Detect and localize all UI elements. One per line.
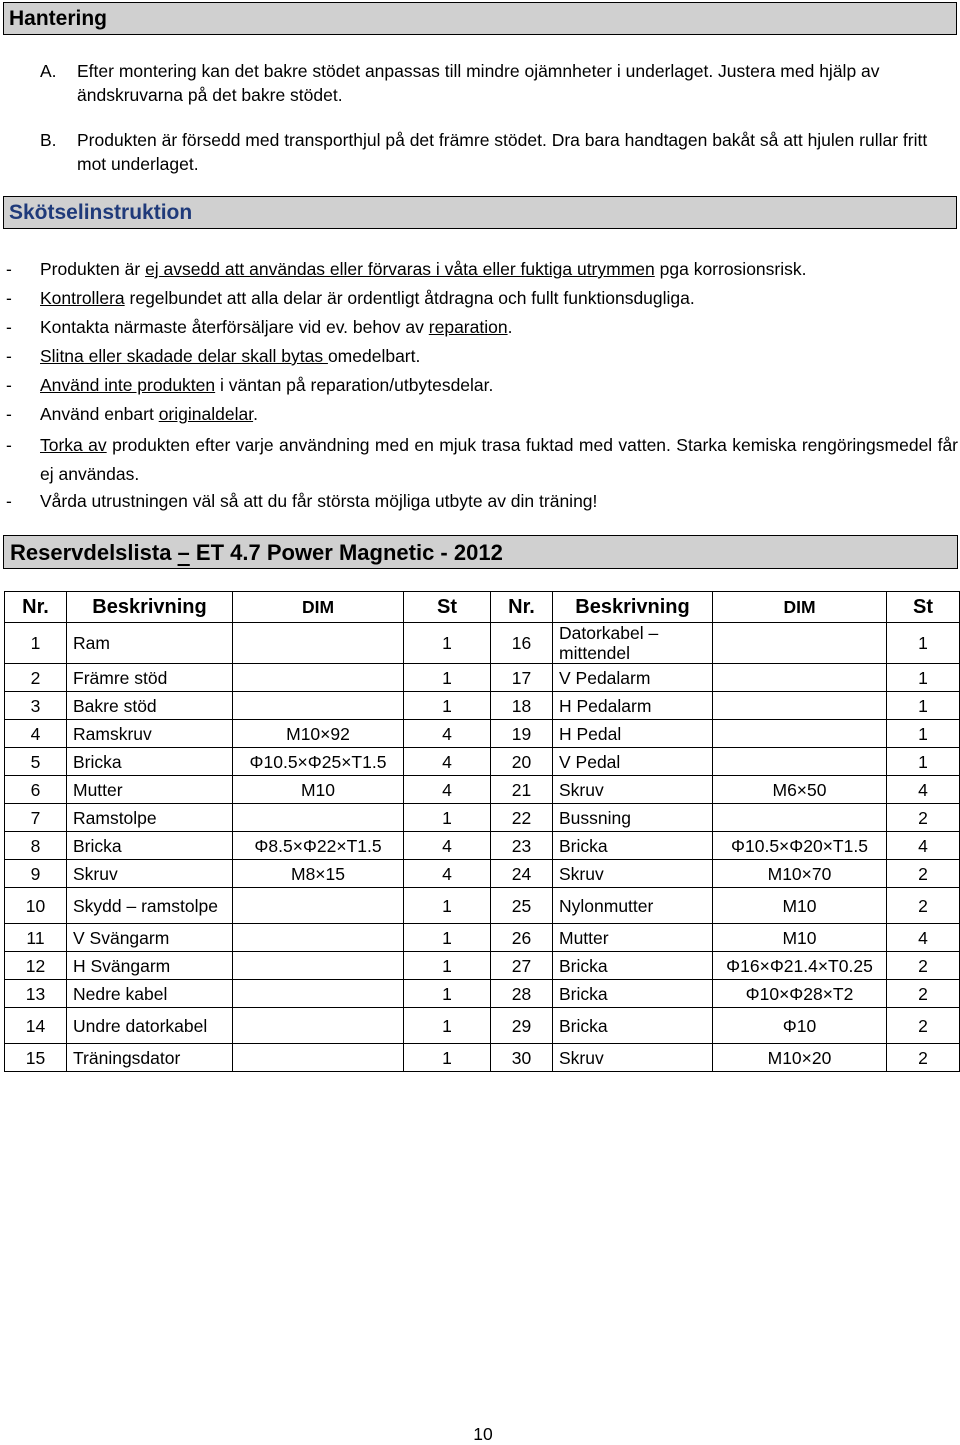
part-dimension: Φ8.5×Φ22×T1.5 xyxy=(233,832,404,860)
care-item-1 xyxy=(6,257,958,282)
table-row xyxy=(5,664,960,692)
text: . xyxy=(507,317,513,337)
part-description: Bussning xyxy=(553,804,713,832)
underlined-text: ej avsedd att användas eller förvaras i våta eller fuktiga utrymmen xyxy=(145,259,655,279)
part-number: 10 xyxy=(5,888,67,924)
text: pga korrosionsrisk. xyxy=(654,259,807,279)
part-number: 6 xyxy=(5,776,67,804)
underlined-text: reparation xyxy=(428,317,508,337)
part-dimension: M10 xyxy=(713,888,887,924)
item-text: Produkten är försedd med transporthjul på det främre stödet. Dra bara handtagen bakåt så att hjulen rullar fritt mot underlaget. xyxy=(77,130,928,174)
part-number: 18 xyxy=(491,692,553,720)
table-row xyxy=(5,692,960,720)
part-description: Skruv xyxy=(67,860,233,888)
table-row xyxy=(5,720,960,748)
part-dimension: M10×20 xyxy=(713,1044,887,1072)
part-description: H Pedal xyxy=(553,720,713,748)
bullet-dash: - xyxy=(6,435,12,455)
table-row xyxy=(5,832,960,860)
text: Produkten är xyxy=(40,259,146,279)
part-quantity: 2 xyxy=(887,860,960,888)
part-quantity: 1 xyxy=(404,888,491,924)
part-dimension xyxy=(713,664,887,692)
part-quantity: 1 xyxy=(404,952,491,980)
part-description: Skruv xyxy=(553,776,713,804)
part-description: H Svängarm xyxy=(67,952,233,980)
part-description: H Pedalarm xyxy=(553,692,713,720)
part-dimension: M8×15 xyxy=(233,860,404,888)
part-dimension xyxy=(233,980,404,1008)
part-quantity: 1 xyxy=(404,804,491,832)
part-quantity: 4 xyxy=(404,832,491,860)
part-number: 24 xyxy=(491,860,553,888)
item-label: A. xyxy=(40,61,57,81)
part-description: Skruv xyxy=(553,1044,713,1072)
part-dimension xyxy=(713,720,887,748)
parts-title-part: Reservdelslista xyxy=(10,540,178,565)
part-number: 3 xyxy=(5,692,67,720)
bullet-dash: - xyxy=(6,491,12,511)
parts-title-part: ET 4.7 Power Magnetic - 2012 xyxy=(189,540,503,565)
part-number: 4 xyxy=(5,720,67,748)
care-item-2 xyxy=(6,286,958,311)
item-text: Efter montering kan det bakre stödet anpassas till mindre ojämnheter i underlaget. Justera med hjälp av ändskruvarna på det bakre stödet. xyxy=(77,61,880,105)
text: Kontakta närmaste återförsäljare vid ev. behov av xyxy=(40,317,429,337)
care-item-3 xyxy=(6,315,958,340)
part-description: Bricka xyxy=(553,1008,713,1044)
part-dimension xyxy=(233,804,404,832)
part-number: 5 xyxy=(5,748,67,776)
part-number: 21 xyxy=(491,776,553,804)
part-quantity: 4 xyxy=(404,748,491,776)
part-number: 2 xyxy=(5,664,67,692)
part-dimension: M10×70 xyxy=(713,860,887,888)
part-number: 12 xyxy=(5,952,67,980)
text: produkten efter varje användning med en mjuk trasa fuktad med vatten. Starka kemiska rengöringsmedel får ej användas. xyxy=(40,435,958,484)
table-row xyxy=(5,980,960,1008)
part-dimension xyxy=(713,748,887,776)
part-dimension xyxy=(713,623,887,664)
part-quantity: 2 xyxy=(887,1008,960,1044)
care-item-8 xyxy=(6,489,958,514)
part-quantity: 2 xyxy=(887,804,960,832)
part-description: Skruv xyxy=(553,860,713,888)
text: i väntan på reparation/utbytesdelar. xyxy=(215,375,494,395)
part-number: 23 xyxy=(491,832,553,860)
part-dimension: Φ10×Φ28×T2 xyxy=(713,980,887,1008)
part-dimension: M10 xyxy=(713,924,887,952)
page-number: 10 xyxy=(473,1424,493,1444)
header-dim: DIM xyxy=(233,592,404,623)
part-number: 22 xyxy=(491,804,553,832)
care-item-5 xyxy=(6,373,958,398)
part-number: 17 xyxy=(491,664,553,692)
part-number: 7 xyxy=(5,804,67,832)
parts-table xyxy=(4,591,960,1072)
underlined-text: Kontrollera xyxy=(40,288,125,308)
bullet-dash: - xyxy=(6,317,12,337)
part-description: Undre datorkabel xyxy=(67,1008,233,1044)
part-dimension xyxy=(233,1044,404,1072)
header-description: Beskrivning xyxy=(67,592,233,623)
part-description: Bakre stöd xyxy=(67,692,233,720)
part-description: V Pedalarm xyxy=(553,664,713,692)
part-number: 19 xyxy=(491,720,553,748)
table-row xyxy=(5,860,960,888)
table-row xyxy=(5,888,960,924)
parts-title-dash: – xyxy=(177,540,190,565)
header-nr: Nr. xyxy=(5,592,67,623)
care-item-4 xyxy=(6,344,958,369)
part-dimension: M10×92 xyxy=(233,720,404,748)
text: Vårda utrustningen väl så att du får största möjliga utbyte av din träning! xyxy=(40,491,598,511)
bullet-dash: - xyxy=(6,404,12,424)
part-dimension xyxy=(233,1008,404,1044)
section-heading-handling: Hantering xyxy=(3,2,957,35)
part-number: 27 xyxy=(491,952,553,980)
part-quantity: 4 xyxy=(887,832,960,860)
header-nr: Nr. xyxy=(491,592,553,623)
part-number: 25 xyxy=(491,888,553,924)
care-item-7 xyxy=(6,431,958,489)
table-row xyxy=(5,776,960,804)
part-quantity: 2 xyxy=(887,888,960,924)
part-quantity: 2 xyxy=(887,952,960,980)
part-description: Bricka xyxy=(67,748,233,776)
part-description: Bricka xyxy=(553,980,713,1008)
part-dimension: Φ10.5×Φ25×T1.5 xyxy=(233,748,404,776)
part-description: V Svängarm xyxy=(67,924,233,952)
part-dimension: Φ10 xyxy=(713,1008,887,1044)
part-description: V Pedal xyxy=(553,748,713,776)
part-description: Skydd – ramstolpe xyxy=(67,888,233,924)
part-quantity: 1 xyxy=(404,1044,491,1072)
part-description: Bricka xyxy=(553,832,713,860)
part-quantity: 1 xyxy=(404,692,491,720)
part-description: Mutter xyxy=(553,924,713,952)
part-quantity: 4 xyxy=(404,860,491,888)
part-dimension xyxy=(713,804,887,832)
part-description: Ramstolpe xyxy=(67,804,233,832)
bullet-dash: - xyxy=(6,346,12,366)
table-row xyxy=(5,623,960,664)
text: . xyxy=(253,404,258,424)
table-row xyxy=(5,748,960,776)
part-number: 14 xyxy=(5,1008,67,1044)
part-dimension xyxy=(233,888,404,924)
text: regelbundet att alla delar är ordentligt åtdragna och fullt funktionsdugliga. xyxy=(124,288,695,308)
section-heading-care: Skötselinstruktion xyxy=(3,196,957,229)
header-qty: St xyxy=(887,592,960,623)
underlined-text: Slitna eller skadade delar skall bytas xyxy=(40,346,328,366)
table-row xyxy=(5,1008,960,1044)
section-heading-parts xyxy=(3,535,958,569)
part-number: 11 xyxy=(5,924,67,952)
part-number: 13 xyxy=(5,980,67,1008)
part-number: 29 xyxy=(491,1008,553,1044)
part-number: 30 xyxy=(491,1044,553,1072)
bullet-dash: - xyxy=(6,288,12,308)
part-dimension xyxy=(233,692,404,720)
part-description: Nylonmutter xyxy=(553,888,713,924)
header-qty: St xyxy=(404,592,491,623)
part-number: 26 xyxy=(491,924,553,952)
part-number: 20 xyxy=(491,748,553,776)
part-quantity: 4 xyxy=(887,776,960,804)
part-dimension: Φ10.5×Φ20×T1.5 xyxy=(713,832,887,860)
part-quantity: 1 xyxy=(887,623,960,664)
part-quantity: 1 xyxy=(404,980,491,1008)
part-quantity: 4 xyxy=(887,924,960,952)
part-quantity: 1 xyxy=(887,692,960,720)
part-quantity: 2 xyxy=(887,980,960,1008)
part-description: Datorkabel – mittendel xyxy=(553,623,713,664)
part-quantity: 1 xyxy=(887,748,960,776)
underlined-text: Torka av xyxy=(40,435,107,455)
part-dimension xyxy=(713,692,887,720)
text: omedelbart. xyxy=(327,346,421,366)
table-row xyxy=(5,804,960,832)
part-quantity: 4 xyxy=(404,776,491,804)
part-quantity: 1 xyxy=(404,664,491,692)
part-quantity: 2 xyxy=(887,1044,960,1072)
underlined-text: Använd inte produkten xyxy=(40,375,216,395)
part-dimension: Φ16×Φ21.4×T0.25 xyxy=(713,952,887,980)
part-description: Nedre kabel xyxy=(67,980,233,1008)
part-quantity: 1 xyxy=(404,623,491,664)
part-quantity: 4 xyxy=(404,720,491,748)
part-number: 9 xyxy=(5,860,67,888)
item-label: B. xyxy=(40,130,57,150)
table-row xyxy=(5,1044,960,1072)
part-number: 28 xyxy=(491,980,553,1008)
part-description: Främre stöd xyxy=(67,664,233,692)
part-quantity: 1 xyxy=(887,720,960,748)
part-dimension xyxy=(233,664,404,692)
part-number: 1 xyxy=(5,623,67,664)
part-description: Bricka xyxy=(67,832,233,860)
part-number: 15 xyxy=(5,1044,67,1072)
part-dimension: M10 xyxy=(233,776,404,804)
underlined-text: originaldelar xyxy=(158,404,254,424)
part-description: Ramskruv xyxy=(67,720,233,748)
part-description: Bricka xyxy=(553,952,713,980)
part-dimension xyxy=(233,952,404,980)
care-item-6 xyxy=(6,402,958,427)
header-description: Beskrivning xyxy=(553,592,713,623)
part-quantity: 1 xyxy=(404,924,491,952)
handling-item-a xyxy=(40,59,960,107)
part-description: Ram xyxy=(67,623,233,664)
bullet-dash: - xyxy=(6,375,12,395)
part-quantity: 1 xyxy=(887,664,960,692)
header-dim: DIM xyxy=(713,592,887,623)
handling-item-b xyxy=(40,128,960,176)
part-number: 8 xyxy=(5,832,67,860)
bullet-dash: - xyxy=(6,259,12,279)
table-header-row xyxy=(5,592,960,623)
part-description: Träningsdator xyxy=(67,1044,233,1072)
text: Använd enbart xyxy=(40,404,159,424)
part-dimension xyxy=(233,623,404,664)
part-dimension xyxy=(233,924,404,952)
table-row xyxy=(5,924,960,952)
part-description: Mutter xyxy=(67,776,233,804)
part-quantity: 1 xyxy=(404,1008,491,1044)
part-dimension: M6×50 xyxy=(713,776,887,804)
part-number: 16 xyxy=(491,623,553,664)
table-row xyxy=(5,952,960,980)
